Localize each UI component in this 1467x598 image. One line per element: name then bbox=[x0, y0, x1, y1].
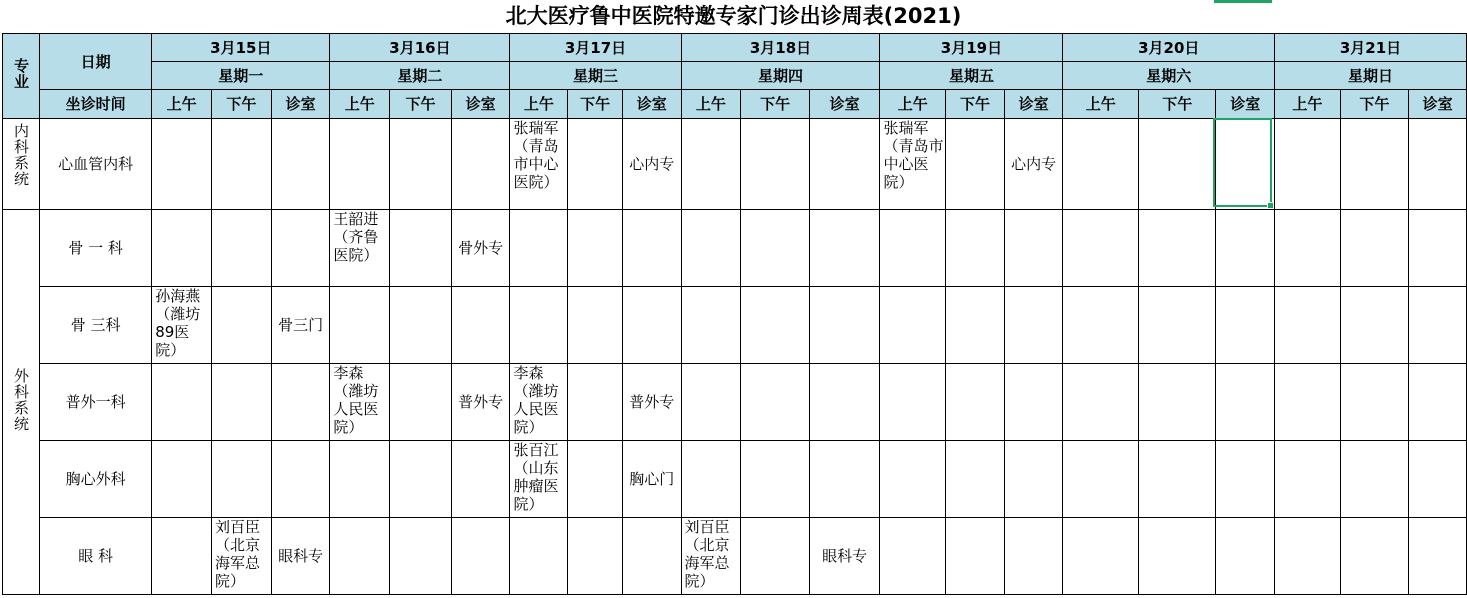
table-row bbox=[3, 210, 1467, 287]
table-row bbox=[3, 518, 1467, 595]
schedule-cell[interactable] bbox=[946, 287, 1005, 364]
clinic-room-cell[interactable]: 骨外专 bbox=[451, 210, 510, 287]
slot-header[interactable]: 上午 bbox=[681, 90, 741, 119]
clinic-room-cell[interactable]: 心内专 bbox=[1004, 119, 1063, 210]
schedule-cell[interactable] bbox=[1275, 441, 1341, 518]
slot-header[interactable]: 诊室 bbox=[1409, 90, 1467, 119]
schedule-cell[interactable] bbox=[1409, 210, 1467, 287]
doctor-cell[interactable]: 王韶进（齐鲁医院） bbox=[330, 210, 390, 287]
department-name[interactable]: 心血管内科 bbox=[40, 119, 152, 210]
department-name[interactable]: 普外一科 bbox=[40, 364, 152, 441]
slot-header[interactable]: 诊室 bbox=[451, 90, 510, 119]
clinic-room-cell[interactable]: 普外专 bbox=[451, 364, 510, 441]
schedule-cell[interactable] bbox=[211, 441, 271, 518]
slot-header[interactable]: 诊室 bbox=[809, 90, 880, 119]
day-date-header[interactable]: 3月17日 bbox=[510, 34, 681, 62]
page-title: 北大医疗鲁中医院特邀专家门诊出诊周表(2021) bbox=[505, 4, 962, 28]
schedule-cell[interactable] bbox=[880, 287, 946, 364]
slot-header[interactable]: 下午 bbox=[741, 90, 810, 119]
schedule-cell[interactable] bbox=[1275, 364, 1341, 441]
table-row bbox=[3, 364, 1467, 441]
schedule-cell[interactable] bbox=[622, 210, 681, 287]
day-date-header[interactable]: 3月19日 bbox=[880, 34, 1063, 62]
schedule-cell[interactable] bbox=[1063, 441, 1139, 518]
schedule-cell[interactable] bbox=[946, 441, 1005, 518]
schedule-cell[interactable] bbox=[1275, 518, 1341, 595]
schedule-cell[interactable] bbox=[1275, 287, 1341, 364]
slot-header[interactable]: 下午 bbox=[568, 90, 623, 119]
day-date-header[interactable]: 3月18日 bbox=[681, 34, 880, 62]
slot-header[interactable]: 下午 bbox=[1138, 90, 1215, 119]
schedule-cell[interactable] bbox=[390, 287, 452, 364]
schedule-cell[interactable] bbox=[809, 364, 880, 441]
group-label-surgery[interactable]: 外科系统 bbox=[3, 210, 40, 595]
schedule-cell[interactable] bbox=[390, 119, 452, 210]
day-date-header[interactable]: 3月21日 bbox=[1275, 34, 1467, 62]
slot-header[interactable]: 上午 bbox=[880, 90, 946, 119]
schedule-cell[interactable] bbox=[681, 364, 741, 441]
schedule-cell[interactable] bbox=[390, 364, 452, 441]
schedule-cell[interactable] bbox=[568, 210, 623, 287]
schedule-cell[interactable] bbox=[451, 518, 510, 595]
schedule-cell[interactable] bbox=[390, 210, 452, 287]
schedule-cell[interactable] bbox=[1063, 518, 1139, 595]
schedule-cell[interactable] bbox=[1063, 364, 1139, 441]
schedule-cell[interactable] bbox=[1216, 210, 1275, 287]
schedule-cell[interactable] bbox=[741, 518, 810, 595]
schedule-cell[interactable] bbox=[1216, 441, 1275, 518]
schedule-cell[interactable] bbox=[1063, 210, 1139, 287]
schedule-cell[interactable] bbox=[1409, 364, 1467, 441]
schedule-cell[interactable] bbox=[1275, 210, 1341, 287]
schedule-cell[interactable] bbox=[1409, 441, 1467, 518]
schedule-cell[interactable] bbox=[211, 210, 271, 287]
doctor-cell[interactable]: 刘百臣（北京海军总院） bbox=[681, 518, 741, 595]
table-row bbox=[3, 119, 1467, 210]
schedule-cell[interactable] bbox=[1340, 287, 1409, 364]
schedule-cell[interactable] bbox=[946, 364, 1005, 441]
schedule-cell[interactable] bbox=[1340, 518, 1409, 595]
clinic-room-cell[interactable]: 胸心门 bbox=[622, 441, 681, 518]
day-weekday-header[interactable]: 星期二 bbox=[330, 62, 510, 90]
slot-header[interactable]: 诊室 bbox=[622, 90, 681, 119]
schedule-cell[interactable] bbox=[741, 287, 810, 364]
schedule-cell[interactable] bbox=[741, 364, 810, 441]
schedule-cell[interactable] bbox=[681, 210, 741, 287]
day-date-header[interactable]: 3月20日 bbox=[1063, 34, 1275, 62]
schedule-cell[interactable] bbox=[809, 210, 880, 287]
schedule-cell[interactable] bbox=[622, 518, 681, 595]
schedule-cell[interactable] bbox=[741, 210, 810, 287]
schedule-cell[interactable] bbox=[809, 441, 880, 518]
day-date-header[interactable]: 3月15日 bbox=[152, 34, 330, 62]
doctor-cell[interactable]: 李森（潍坊人民医院） bbox=[510, 364, 568, 441]
schedule-cell[interactable] bbox=[330, 441, 390, 518]
slot-header[interactable]: 上午 bbox=[152, 90, 212, 119]
schedule-cell[interactable] bbox=[390, 518, 452, 595]
schedule-cell[interactable] bbox=[330, 119, 390, 210]
slot-header[interactable]: 下午 bbox=[211, 90, 271, 119]
slot-header[interactable]: 上午 bbox=[1275, 90, 1341, 119]
schedule-cell[interactable] bbox=[211, 287, 271, 364]
day-weekday-header[interactable]: 星期四 bbox=[681, 62, 880, 90]
schedule-cell[interactable] bbox=[1004, 210, 1063, 287]
schedule-cell[interactable] bbox=[271, 119, 330, 210]
schedule-cell[interactable] bbox=[681, 441, 741, 518]
schedule-cell[interactable] bbox=[1340, 364, 1409, 441]
schedule-cell[interactable] bbox=[809, 119, 880, 210]
slot-header[interactable]: 下午 bbox=[390, 90, 452, 119]
schedule-cell[interactable] bbox=[1275, 119, 1341, 210]
schedule-cell[interactable] bbox=[1216, 364, 1275, 441]
schedule-cell[interactable] bbox=[152, 441, 212, 518]
schedule-cell[interactable] bbox=[510, 210, 568, 287]
clinic-room-cell[interactable]: 普外专 bbox=[622, 364, 681, 441]
slot-header[interactable]: 下午 bbox=[946, 90, 1005, 119]
schedule-cell[interactable] bbox=[568, 441, 623, 518]
schedule-cell[interactable] bbox=[1138, 119, 1215, 210]
schedule-cell[interactable] bbox=[1216, 119, 1275, 210]
clinic-room-cell[interactable]: 眼科专 bbox=[271, 518, 330, 595]
schedule-cell[interactable] bbox=[568, 287, 623, 364]
schedule-cell[interactable] bbox=[880, 518, 946, 595]
schedule-cell[interactable] bbox=[880, 210, 946, 287]
time-header[interactable]: 坐诊时间 bbox=[40, 90, 152, 119]
department-name[interactable]: 骨 一 科 bbox=[40, 210, 152, 287]
slot-header[interactable]: 下午 bbox=[1340, 90, 1409, 119]
day-weekday-header[interactable]: 星期六 bbox=[1063, 62, 1275, 90]
schedule-cell[interactable] bbox=[1340, 210, 1409, 287]
schedule-cell[interactable] bbox=[1063, 119, 1139, 210]
department-name[interactable]: 骨 三科 bbox=[40, 287, 152, 364]
selection-column-marker bbox=[1214, 0, 1272, 3]
schedule-cell[interactable] bbox=[1138, 210, 1215, 287]
clinic-room-cell[interactable]: 眼科专 bbox=[809, 518, 880, 595]
schedule-cell[interactable] bbox=[946, 210, 1005, 287]
schedule-cell[interactable] bbox=[510, 518, 568, 595]
schedule-cell[interactable] bbox=[880, 441, 946, 518]
schedule-cell[interactable] bbox=[568, 364, 623, 441]
schedule-cell[interactable] bbox=[271, 441, 330, 518]
schedule-cell[interactable] bbox=[1138, 364, 1215, 441]
slot-header[interactable]: 上午 bbox=[1063, 90, 1139, 119]
slot-header[interactable]: 上午 bbox=[510, 90, 568, 119]
day-weekday-header[interactable]: 星期三 bbox=[510, 62, 681, 90]
schedule-cell[interactable] bbox=[451, 441, 510, 518]
slot-header[interactable]: 诊室 bbox=[1216, 90, 1275, 119]
schedule-cell[interactable] bbox=[946, 518, 1005, 595]
schedule-cell[interactable] bbox=[809, 287, 880, 364]
schedule-cell[interactable] bbox=[1004, 518, 1063, 595]
schedule-cell[interactable] bbox=[451, 287, 510, 364]
schedule-cell[interactable] bbox=[1216, 287, 1275, 364]
day-date-header[interactable]: 3月16日 bbox=[330, 34, 510, 62]
schedule-cell[interactable] bbox=[510, 287, 568, 364]
schedule-cell[interactable] bbox=[568, 518, 623, 595]
slot-header[interactable]: 诊室 bbox=[1004, 90, 1063, 119]
schedule-cell[interactable] bbox=[152, 119, 212, 210]
schedule-cell[interactable] bbox=[1216, 518, 1275, 595]
schedule-cell[interactable] bbox=[271, 210, 330, 287]
doctor-cell[interactable]: 刘百臣（北京海军总院） bbox=[211, 518, 271, 595]
clinic-room-cell[interactable]: 心内专 bbox=[622, 119, 681, 210]
schedule-table bbox=[2, 33, 1467, 595]
schedule-cell[interactable] bbox=[1004, 287, 1063, 364]
schedule-cell[interactable] bbox=[211, 119, 271, 210]
schedule-cell[interactable] bbox=[211, 364, 271, 441]
schedule-cell[interactable] bbox=[271, 364, 330, 441]
doctor-cell[interactable]: 张瑞军（青岛市中心医院） bbox=[880, 119, 946, 210]
schedule-cell[interactable] bbox=[946, 119, 1005, 210]
schedule-cell[interactable] bbox=[741, 441, 810, 518]
clinic-room-cell[interactable]: 骨三门 bbox=[271, 287, 330, 364]
schedule-cell[interactable] bbox=[622, 287, 681, 364]
table-row bbox=[3, 287, 1467, 364]
schedule-cell[interactable] bbox=[741, 119, 810, 210]
day-weekday-header[interactable]: 星期日 bbox=[1275, 62, 1467, 90]
table-row bbox=[3, 441, 1467, 518]
schedule-cell[interactable] bbox=[330, 518, 390, 595]
day-weekday-header[interactable]: 星期一 bbox=[152, 62, 330, 90]
schedule-cell[interactable] bbox=[1004, 441, 1063, 518]
doctor-cell[interactable]: 孙海燕（潍坊89医院） bbox=[152, 287, 212, 364]
doctor-cell[interactable]: 李森（潍坊人民医院） bbox=[330, 364, 390, 441]
date-header[interactable]: 日期 bbox=[40, 34, 152, 90]
schedule-cell[interactable] bbox=[152, 364, 212, 441]
schedule-cell[interactable] bbox=[880, 364, 946, 441]
schedule-cell[interactable] bbox=[1063, 287, 1139, 364]
schedule-cell[interactable] bbox=[1340, 441, 1409, 518]
department-name[interactable]: 胸心外科 bbox=[40, 441, 152, 518]
day-weekday-header[interactable]: 星期五 bbox=[880, 62, 1063, 90]
doctor-cell[interactable]: 张瑞军（青岛市中心医院） bbox=[510, 119, 568, 210]
schedule-cell[interactable] bbox=[1138, 441, 1215, 518]
department-name[interactable]: 眼 科 bbox=[40, 518, 152, 595]
schedule-cell[interactable] bbox=[681, 287, 741, 364]
doctor-cell[interactable]: 张百江（山东肿瘤医院） bbox=[510, 441, 568, 518]
schedule-cell[interactable] bbox=[1409, 518, 1467, 595]
schedule-cell[interactable] bbox=[330, 287, 390, 364]
schedule-cell[interactable] bbox=[1409, 287, 1467, 364]
slot-header[interactable]: 上午 bbox=[330, 90, 390, 119]
specialty-header[interactable]: 专业 bbox=[3, 34, 40, 119]
schedule-cell[interactable] bbox=[681, 119, 741, 210]
schedule-cell[interactable] bbox=[1409, 119, 1467, 210]
schedule-cell[interactable] bbox=[451, 119, 510, 210]
slot-header[interactable]: 诊室 bbox=[271, 90, 330, 119]
schedule-cell[interactable] bbox=[1340, 119, 1409, 210]
schedule-cell[interactable] bbox=[152, 210, 212, 287]
schedule-cell[interactable] bbox=[1138, 518, 1215, 595]
schedule-cell[interactable] bbox=[152, 518, 212, 595]
schedule-cell[interactable] bbox=[1138, 287, 1215, 364]
schedule-cell[interactable] bbox=[568, 119, 623, 210]
schedule-cell[interactable] bbox=[390, 441, 452, 518]
group-label-internal[interactable]: 内科系统 bbox=[3, 119, 40, 210]
schedule-cell[interactable] bbox=[1004, 364, 1063, 441]
